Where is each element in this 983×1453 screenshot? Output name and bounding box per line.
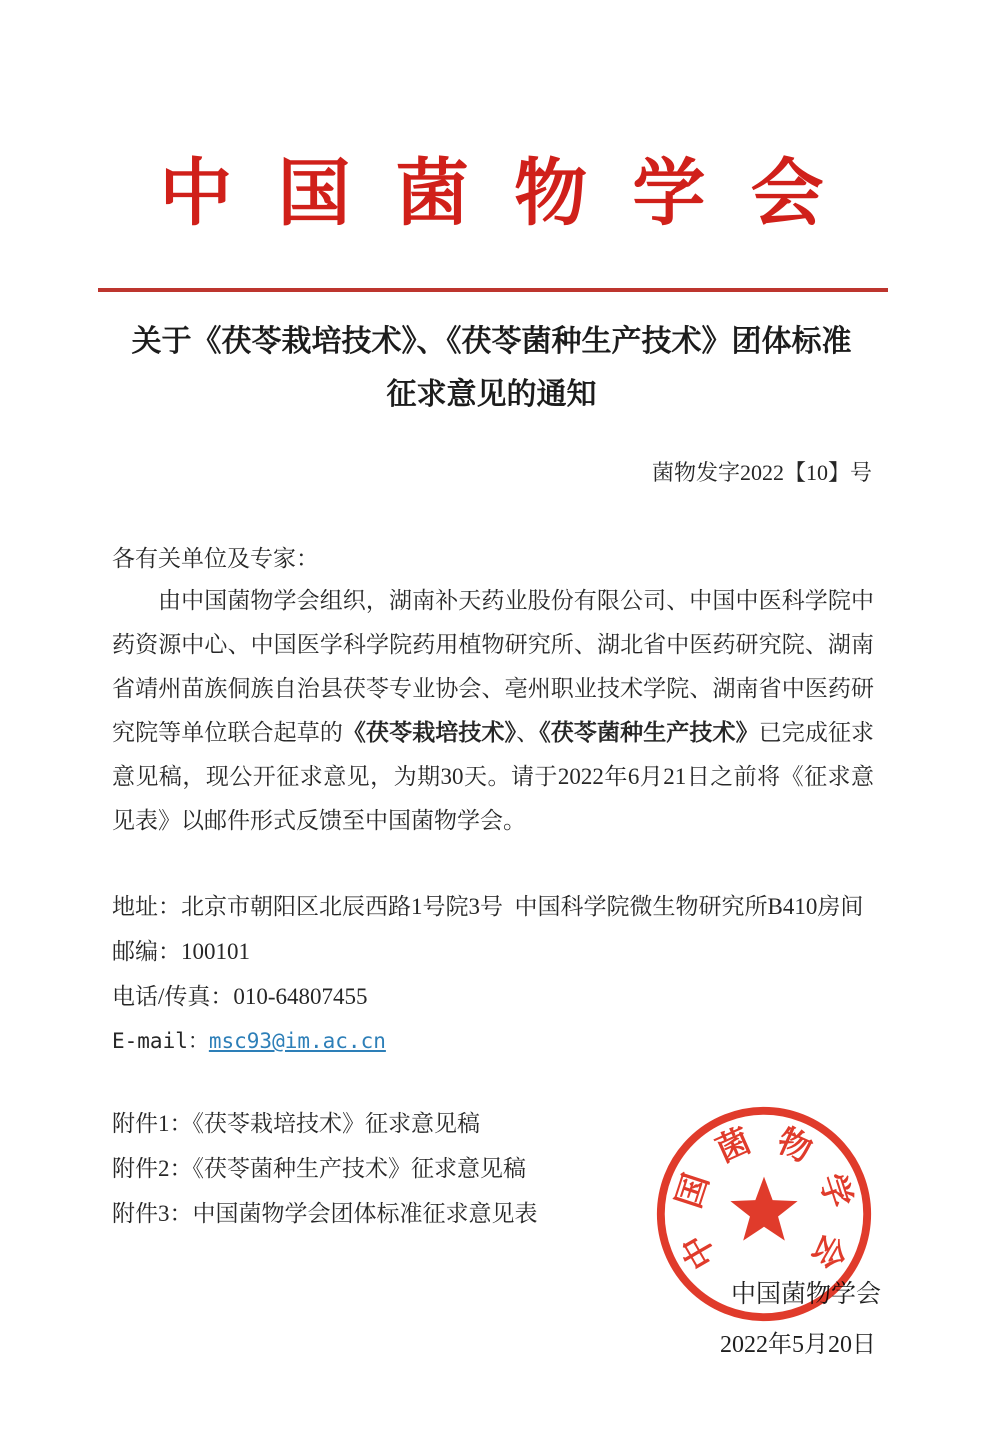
email-line (112, 1019, 882, 1064)
document-title (90, 315, 893, 421)
signature-org-name: 中国菌物学会 (730, 1281, 881, 1308)
phone-label: 电话/传真： (112, 984, 234, 1009)
attachment-item-1: 附件1：《茯苓栽培技术》征求意见稿 (112, 1111, 480, 1136)
phone-value: 010-64807455 (233, 984, 368, 1009)
body-segment-1: 由中国菌物学会组织，湖南补天药业股份有限公司、中国中医科学院中药资源中心、中国医学科学院药用植物研究所、湖北省中医药研究院、湖南省靖州苗族侗族自治县茯苓专业协会、亳州职业技术学院、湖南省中医药研究院等单位联合起草的 (112, 588, 874, 745)
document-title-line2: 征求意见的通知 (386, 378, 597, 411)
seal-char-3: 菌 (710, 1122, 757, 1170)
letterhead-divider (98, 288, 888, 292)
seal-char-2: 国 (670, 1169, 717, 1213)
postcode-line (112, 929, 882, 974)
address-value: 北京市朝阳区北辰西路1号院3号 中国科学院微生物研究所B410房间 (181, 894, 864, 919)
attachment-item-2: 附件2：《茯苓菌种生产技术》征求意见稿 (112, 1156, 526, 1181)
postcode-label: 邮编： (112, 939, 181, 964)
reference-number: 菌物发字2022【10】号 (651, 460, 872, 485)
letterhead-org-name: 中国菌物学会 (159, 153, 869, 234)
seal-char-6: 会 (804, 1227, 853, 1275)
standard-title-1: 《茯苓栽培技术》 (342, 720, 517, 745)
standard-title-2: 《茯苓菌种生产技术》 (539, 720, 759, 745)
body-segment-2: 已完成征求意见稿，现公开征求意见，为期30天。请于2022年6月21日之前将《征求意见表》以邮件形式反馈至中国菌物学会。 (112, 720, 875, 833)
email-link[interactable]: msc93@im.ac.cn (208, 1029, 386, 1053)
contact-block (112, 884, 882, 1064)
salutation: 各有关单位及专家： (112, 546, 319, 571)
email-label: E-mail： (112, 1029, 209, 1053)
address-label: 地址： (112, 894, 181, 919)
seal-char-4: 物 (771, 1122, 818, 1170)
signature-date: 2022年5月20日 (720, 1332, 876, 1358)
attachment-item-3: 附件3：中国菌物学会团体标准征求意见表 (112, 1201, 538, 1226)
address-line (112, 884, 882, 929)
document-title-line1: 关于《茯苓栽培技术》、《茯苓菌种生产技术》团体标准 (131, 325, 852, 358)
body-paragraph (112, 579, 874, 843)
postcode-value: 100101 (181, 939, 250, 964)
phone-line (112, 974, 882, 1019)
seal-char-1: 中 (675, 1227, 724, 1275)
body-separator: 、 (516, 720, 540, 745)
seal-char-5: 学 (811, 1169, 858, 1213)
attachments-list (112, 1101, 812, 1236)
